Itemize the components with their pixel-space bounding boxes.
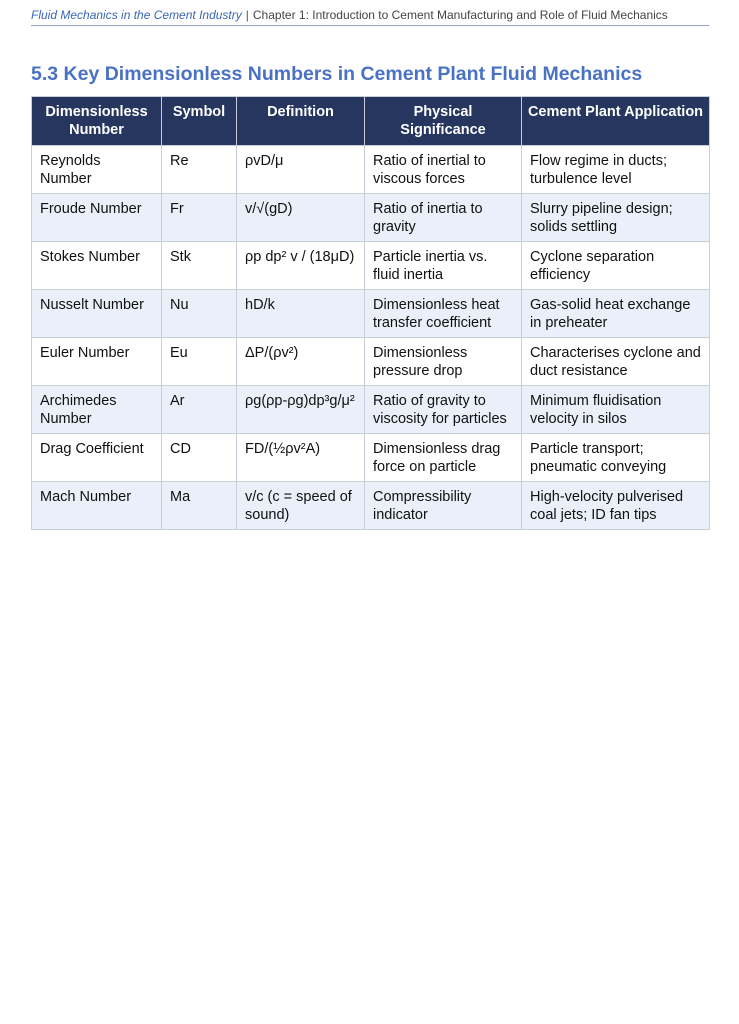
- cell-application: Minimum fluidisation velocity in silos: [522, 386, 710, 434]
- cell-definition: ρg(ρp-ρg)dp³g/μ²: [237, 386, 365, 434]
- table-row: [32, 146, 710, 194]
- cell-symbol: Eu: [162, 338, 237, 386]
- cell-name: Euler Number: [32, 338, 162, 386]
- cell-significance: Dimensionless heat transfer coefficient: [365, 290, 522, 338]
- table-row: [32, 194, 710, 242]
- cell-definition: v/√(gD): [237, 194, 365, 242]
- cell-application: Characterises cyclone and duct resistance: [522, 338, 710, 386]
- cell-significance: Ratio of gravity to viscosity for particles: [365, 386, 522, 434]
- cell-significance: Dimensionless drag force on particle: [365, 434, 522, 482]
- cell-significance: Compressibility indicator: [365, 482, 522, 530]
- section-title: 5.3 Key Dimensionless Numbers in Cement Plant Fluid Mechanics: [31, 63, 643, 85]
- running-header: [31, 8, 709, 26]
- cell-symbol: Ar: [162, 386, 237, 434]
- column-header-physical-significance: Physical Significance: [365, 97, 522, 146]
- chapter-title: Chapter 1: Introduction to Cement Manufacturing and Role of Fluid Mechanics: [252, 8, 668, 22]
- table-row: [32, 434, 710, 482]
- cell-symbol: Fr: [162, 194, 237, 242]
- cell-name: Froude Number: [32, 194, 162, 242]
- cell-name: Mach Number: [32, 482, 162, 530]
- table-row: [32, 482, 710, 530]
- column-header-definition: Definition: [237, 97, 365, 146]
- column-header-dimensionless-number: Dimensionless Number: [32, 97, 162, 146]
- cell-symbol: Ma: [162, 482, 237, 530]
- cell-symbol: CD: [162, 434, 237, 482]
- column-header-cement-plant-application: Cement Plant Application: [522, 97, 710, 146]
- table-row: [32, 290, 710, 338]
- cell-name: Drag Coefficient: [32, 434, 162, 482]
- cell-application: Particle transport; pneumatic conveying: [522, 434, 710, 482]
- cell-application: Cyclone separation efficiency: [522, 242, 710, 290]
- table-header-row: [32, 97, 710, 146]
- table-row: [32, 386, 710, 434]
- cell-application: Slurry pipeline design; solids settling: [522, 194, 710, 242]
- cell-definition: ρp dp² v / (18μD): [237, 242, 365, 290]
- cell-significance: Dimensionless pressure drop: [365, 338, 522, 386]
- dimensionless-numbers-table: [31, 96, 710, 530]
- cell-definition: v/c (c = speed of sound): [237, 482, 365, 530]
- cell-name: Stokes Number: [32, 242, 162, 290]
- cell-application: Flow regime in ducts; turbulence level: [522, 146, 710, 194]
- table-row: [32, 242, 710, 290]
- cell-name: Reynolds Number: [32, 146, 162, 194]
- cell-application: High-velocity pulverised coal jets; ID fan tips: [522, 482, 710, 530]
- cell-significance: Particle inertia vs. fluid inertia: [365, 242, 522, 290]
- header-separator: |: [245, 8, 249, 22]
- cell-significance: Ratio of inertial to viscous forces: [365, 146, 522, 194]
- cell-name: Archimedes Number: [32, 386, 162, 434]
- cell-definition: ρvD/μ: [237, 146, 365, 194]
- cell-definition: ΔP/(ρv²): [237, 338, 365, 386]
- cell-definition: FD/(½ρv²A): [237, 434, 365, 482]
- table-body: [32, 146, 710, 530]
- column-header-symbol: Symbol: [162, 97, 237, 146]
- cell-symbol: Nu: [162, 290, 237, 338]
- cell-application: Gas-solid heat exchange in preheater: [522, 290, 710, 338]
- cell-definition: hD/k: [237, 290, 365, 338]
- table-header: [32, 97, 710, 146]
- table-row: [32, 338, 710, 386]
- cell-name: Nusselt Number: [32, 290, 162, 338]
- cell-significance: Ratio of inertia to gravity: [365, 194, 522, 242]
- cell-symbol: Stk: [162, 242, 237, 290]
- cell-symbol: Re: [162, 146, 237, 194]
- book-title: Fluid Mechanics in the Cement Industry: [31, 8, 242, 22]
